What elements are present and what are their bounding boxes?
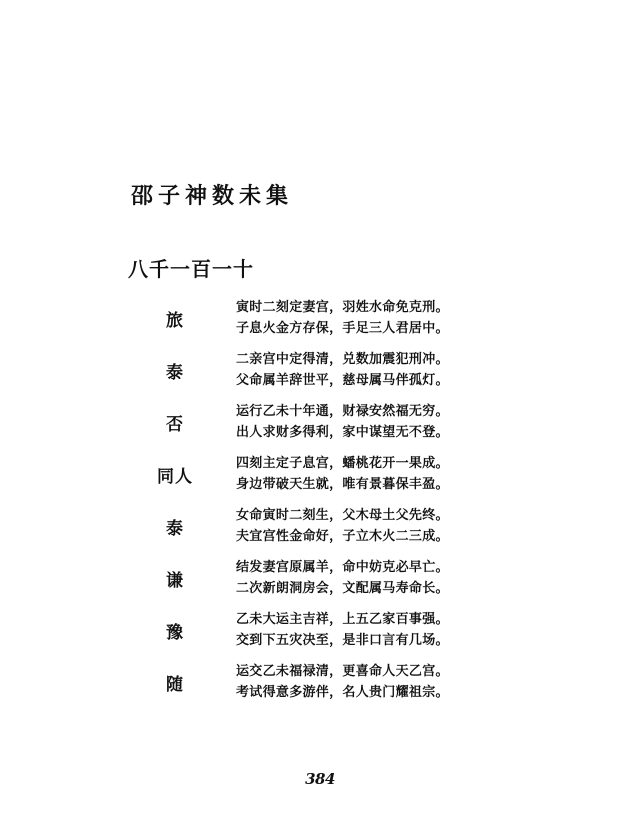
- verse-line: 夫宜宫性金命好，子立木火二三成。: [236, 529, 449, 544]
- entry: [140, 604, 500, 656]
- verse-line: 运交乙未福禄清，更喜命人天乙宫。: [236, 664, 449, 679]
- book-title: 邵子神数未集: [131, 183, 294, 209]
- verse-line: 女命寅时二刻生，父木母土父先终。: [236, 508, 449, 523]
- hexagram-name: 谦: [166, 570, 184, 591]
- hexagram-name: 豫: [166, 622, 184, 643]
- verse-line: 结发妻宫原属羊，命中妨克必早亡。: [236, 560, 449, 575]
- page-number: 384: [305, 770, 335, 788]
- verse-line: 运行乙未十年通，财禄安然福无穷。: [236, 404, 449, 419]
- hexagram-name: 旅: [166, 310, 184, 331]
- hexagram-name: 泰: [166, 518, 184, 539]
- verse-line: 四刻主定子息宫，蟠桃花开一果成。: [236, 456, 449, 471]
- verse: [236, 661, 449, 703]
- verse-line: 二亲宫中定得清，兑数加震犯刑冲。: [236, 352, 449, 367]
- verse-line: 寅时二刻定妻宫，羽姓水命免克刑。: [236, 300, 449, 315]
- verse-line: 乙未大运主吉祥，上五乙家百事强。: [236, 612, 449, 627]
- hexagram-name: 同人: [157, 466, 193, 487]
- verse-line: 交到下五灾决至，是非口言有几场。: [236, 633, 449, 648]
- verse-line: 二次新朗洞房会，文配属马寿命长。: [236, 581, 449, 596]
- hexagram-name: 泰: [166, 362, 184, 383]
- verse-line: 子息火金方存保，手足三人君居中。: [236, 321, 449, 336]
- entry: [140, 292, 500, 344]
- hexagram-name: 随: [166, 674, 184, 695]
- verse: [236, 349, 449, 391]
- section-title: 八千一百一十: [128, 257, 254, 281]
- verse-line: 父命属羊辞世平，慈母属马伴孤灯。: [236, 373, 449, 388]
- verse: [236, 557, 449, 599]
- hexagram-name: 否: [166, 414, 184, 435]
- entry: [140, 656, 500, 708]
- entry: [140, 552, 500, 604]
- verse: [236, 297, 449, 339]
- verse: [236, 609, 449, 651]
- entries-list: [140, 292, 500, 708]
- verse: [236, 505, 449, 547]
- verse-line: 出人求财多得利，家中谋望无不登。: [236, 425, 449, 440]
- verse: [236, 453, 449, 495]
- verse-line: 身边带破天生就，唯有景暮保丰盈。: [236, 477, 449, 492]
- entry: [140, 500, 500, 552]
- verse: [236, 401, 449, 443]
- entry: [140, 448, 500, 500]
- entry: [140, 396, 500, 448]
- entry: [140, 344, 500, 396]
- verse-line: 考试得意多游伴，名人贵门耀祖宗。: [236, 685, 449, 700]
